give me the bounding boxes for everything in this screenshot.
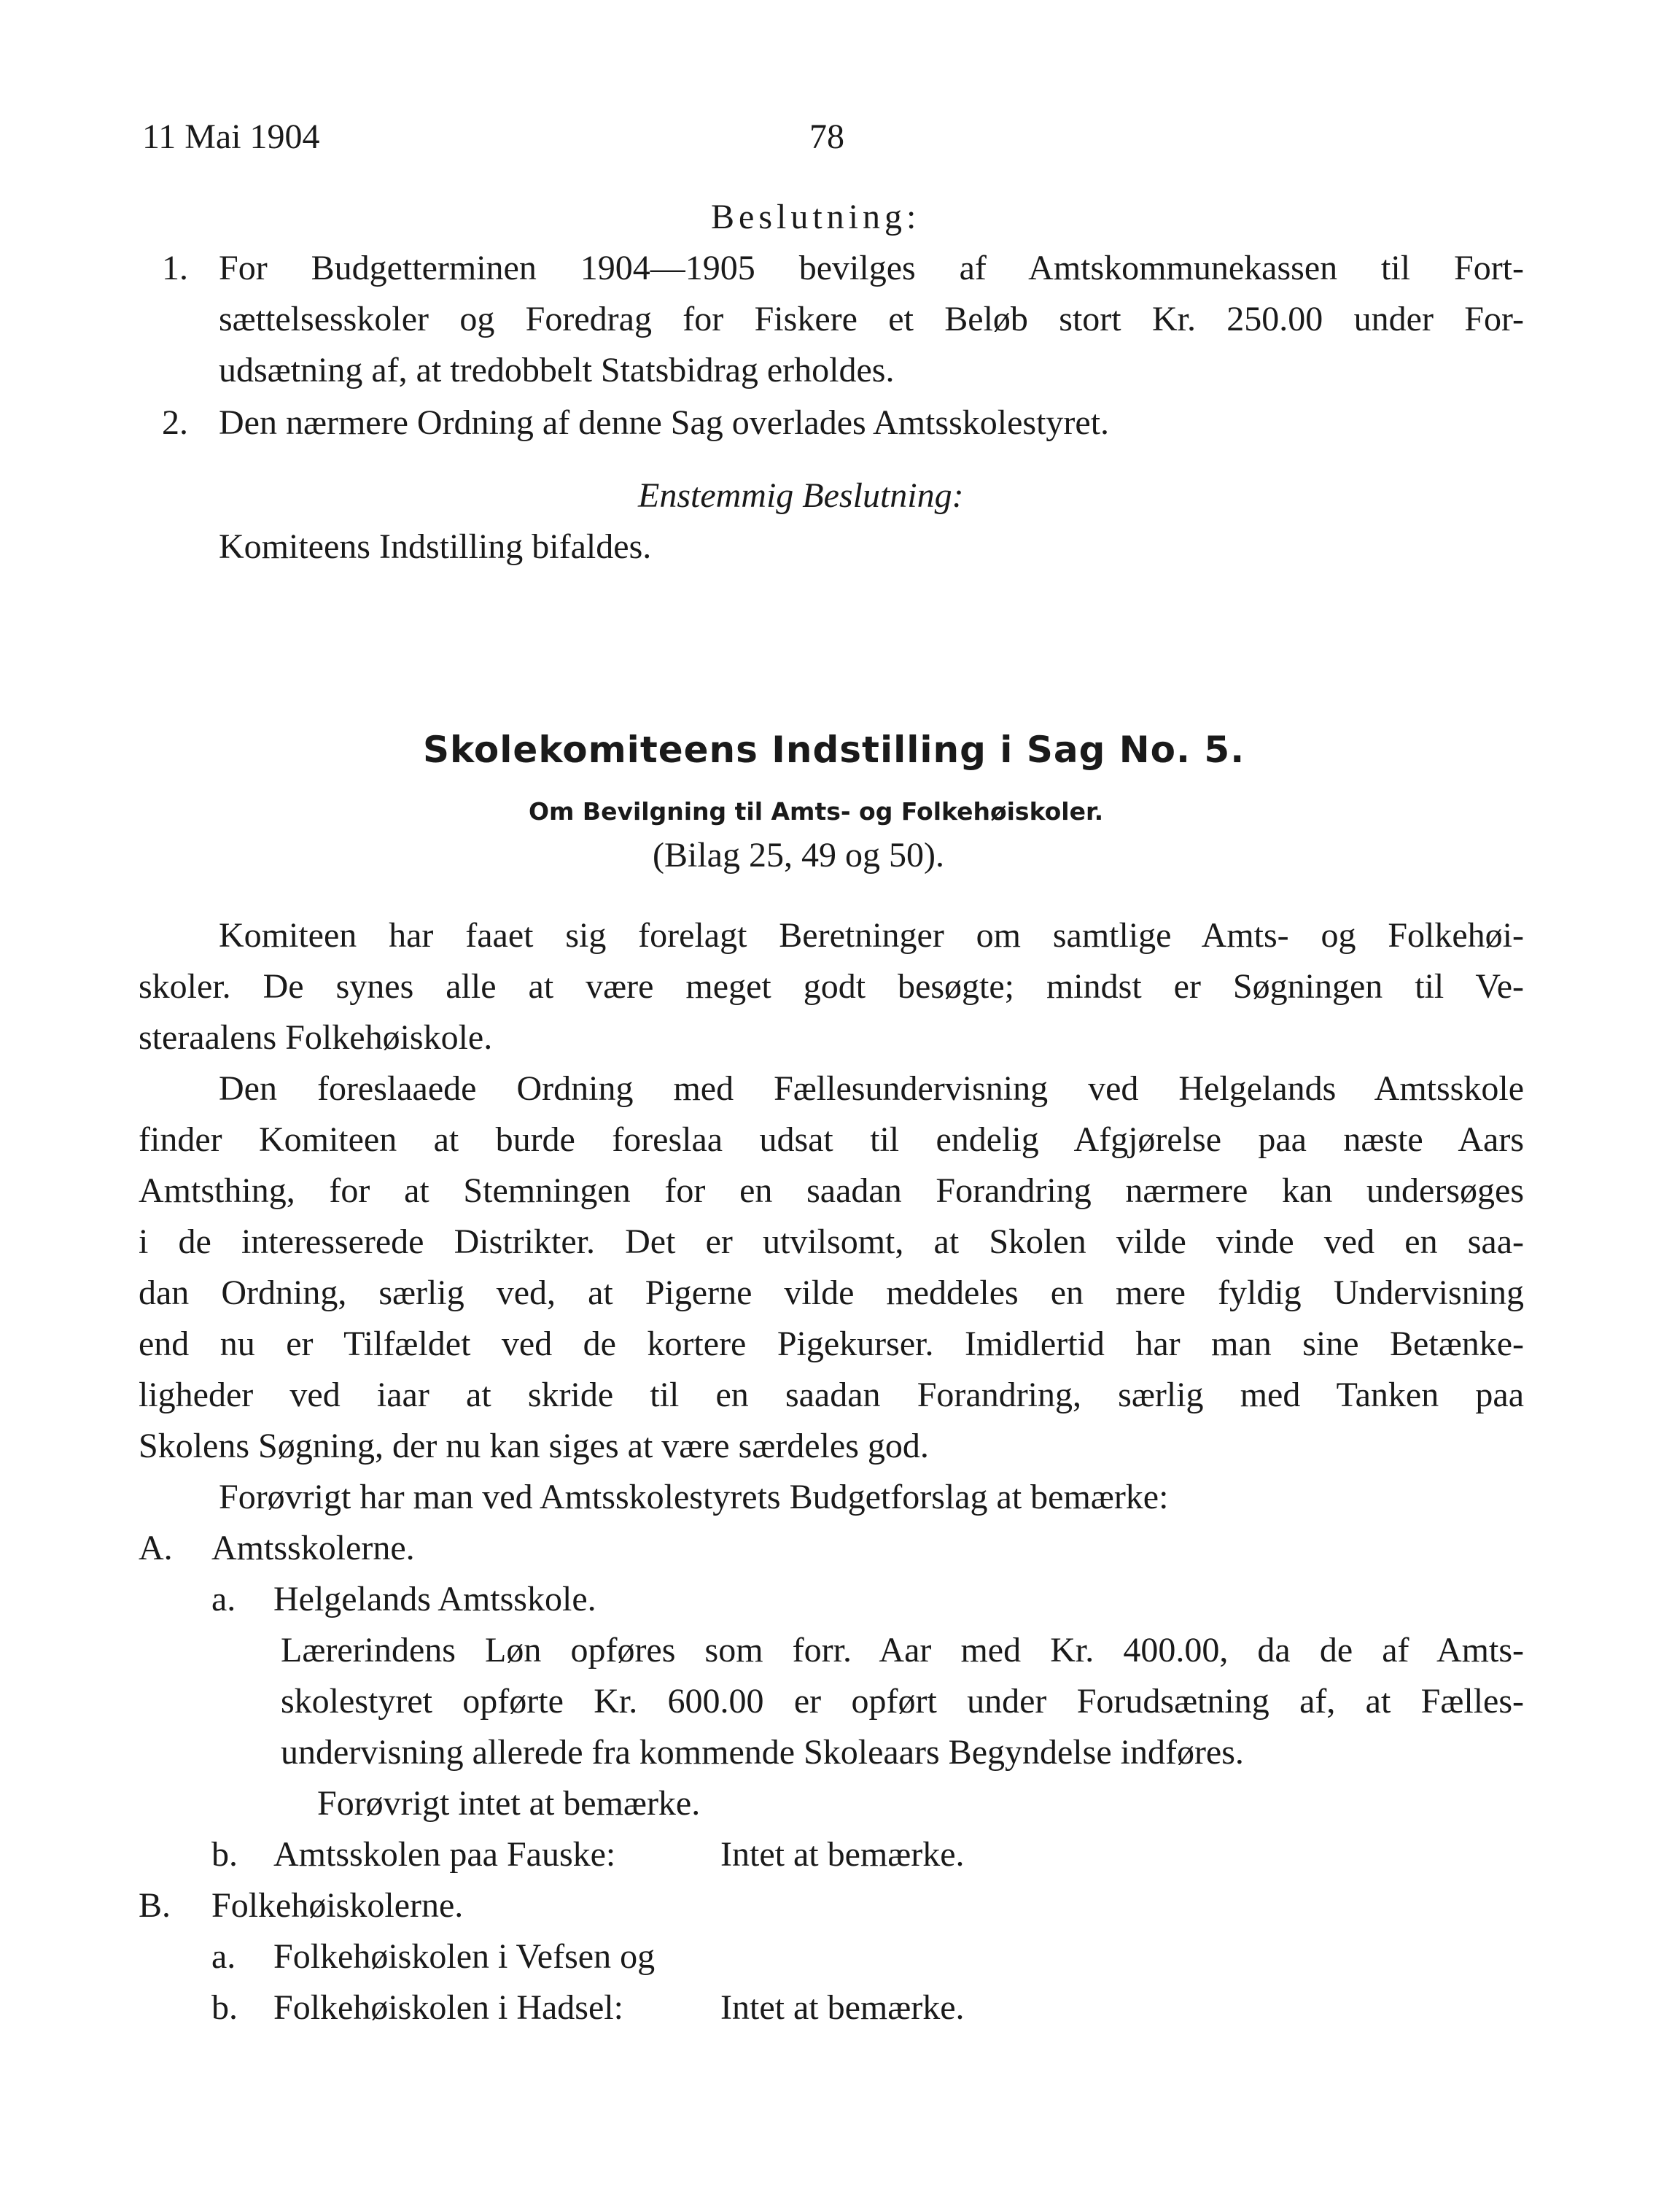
list-item-note: Intet at bemærke. — [720, 1988, 965, 2027]
list-letter: A. — [139, 1529, 173, 1567]
list-item-label: Folkehøiskolen i Vefsen og — [273, 1937, 656, 1976]
list-item-label: Folkehøiskolerne. — [211, 1886, 464, 1925]
paragraph-line: Komiteen har faaet sig forelagt Beretninger om samtlige Amts- og Folkehøi- — [219, 916, 1524, 955]
paragraph-line: Amtsthing, for at Stemningen for en saadan Forandring nærmere kan undersøges — [139, 1171, 1524, 1210]
list-item-note: Intet at bemærke. — [720, 1835, 965, 1874]
unanimous-heading: Enstemmig Beslutning: — [638, 476, 964, 515]
list-item-text: Lærerindens Løn opføres som forr. Aar med Kr. 400.00, da de af Amts- — [281, 1631, 1524, 1670]
section-reference: (Bilag 25, 49 og 50). — [653, 836, 944, 875]
paragraph-line: finder Komiteen at burde foreslaa udsat til endelig Afgjørelse paa næste Aars — [139, 1120, 1524, 1159]
list-letter: b. — [211, 1835, 238, 1874]
paragraph-line: Skolens Søgning, der nu kan siges at være særdeles god. — [139, 1427, 929, 1465]
paragraph-line: i de interesserede Distrikter. Det er utvilsomt, at Skolen vilde vinde ved en saa- — [139, 1222, 1524, 1261]
decision-item-line: For Budgetterminen 1904—1905 bevilges af Amtskommunekassen til Fort- — [219, 249, 1524, 287]
page-date: 11 Mai 1904 — [142, 117, 320, 156]
decision-item-number: 1. — [162, 249, 188, 287]
list-item-note: Forøvrigt intet at bemærke. — [317, 1784, 701, 1823]
decision-heading: Beslutning: — [711, 198, 921, 236]
list-item-text: undervisning allerede fra kommende Skoleaars Begyndelse indføres. — [281, 1733, 1244, 1772]
list-item-label: Helgelands Amtsskole. — [273, 1580, 596, 1618]
list-letter: a. — [211, 1937, 236, 1976]
paragraph-line: Den foreslaaede Ordning med Fællesundervisning ved Helgelands Amtsskole — [219, 1069, 1524, 1108]
decision-item-line: udsætning af, at tredobbelt Statsbidrag erholdes. — [219, 351, 895, 389]
list-item-label: Amtsskolen paa Fauske: — [273, 1835, 616, 1874]
paragraph-line: Forøvrigt har man ved Amtsskolestyrets Budgetforslag at bemærke: — [219, 1478, 1169, 1516]
paragraph-line: end nu er Tilfældet ved de kortere Pigekurser. Imidlertid har man sine Betænke- — [139, 1325, 1524, 1363]
list-letter: b. — [211, 1988, 238, 2027]
decision-item-line: Den nærmere Ordning af denne Sag overlades Amtsskolestyret. — [219, 403, 1110, 442]
unanimous-text: Komiteens Indstilling bifaldes. — [219, 527, 652, 566]
paragraph-line: skoler. De synes alle at være meget godt besøgte; mindst er Søgningen til Ve- — [139, 967, 1524, 1006]
list-item-text: skolestyret opførte Kr. 600.00 er opført under Forudsætning af, at Fælles- — [281, 1682, 1524, 1721]
paragraph-line: dan Ordning, særlig ved, at Pigerne vilde meddeles en mere fyldig Undervisning — [139, 1273, 1524, 1312]
list-item-label: Amtsskolerne. — [211, 1529, 415, 1567]
section-title: Skolekomiteens Indstilling i Sag No. 5. — [423, 729, 1245, 771]
list-letter: a. — [211, 1580, 236, 1618]
list-item-label: Folkehøiskolen i Hadsel: — [273, 1988, 623, 2027]
section-subtitle: Om Bevilgning til Amts- og Folkehøiskoler. — [529, 797, 1104, 826]
decision-item-line: sættelsesskoler og Foredrag for Fiskere et Beløb stort Kr. 250.00 under For- — [219, 300, 1524, 338]
paragraph-line: steraalens Folkehøiskole. — [139, 1018, 493, 1057]
list-letter: B. — [139, 1886, 171, 1925]
paragraph-line: ligheder ved iaar at skride til en saadan Forandring, særlig med Tanken paa — [139, 1376, 1524, 1414]
page-number: 78 — [809, 117, 844, 156]
decision-item-number: 2. — [162, 403, 188, 442]
